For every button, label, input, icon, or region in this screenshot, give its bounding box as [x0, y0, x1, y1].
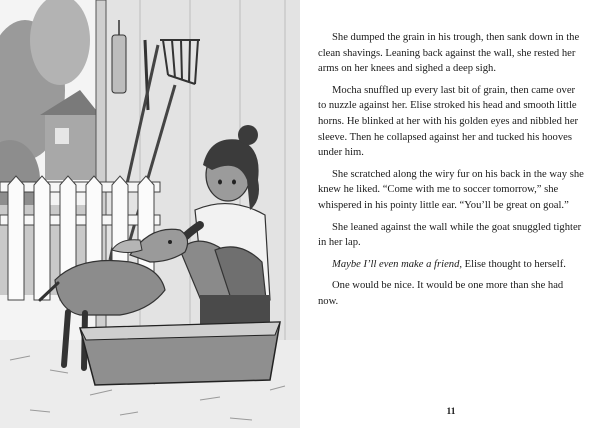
- thought-paragraph: [318, 257, 584, 273]
- paragraph: Mocha snuffled up every last bit of grain, then came over to nuzzle against her. Elise stroked his head and smooth little horns. He blinked at her with his golden eyes and nibbled her sleeve. Then he collapsed against her and tucked his hooves under him.: [318, 84, 579, 159]
- page-number: 11: [446, 407, 456, 417]
- thought-attribution: Elise thought to herself.: [462, 258, 566, 270]
- paragraph: She scratched along the wiry fur on his back in the way she knew he liked. “Come with me to soccer tomorrow,” she whispered in his pointy little ear. “You’ll be great on goal.”: [318, 168, 584, 211]
- paragraph: One would be nice. It would be one more than she had now.: [318, 280, 564, 307]
- paragraph: She dumped the grain in his trough, then sank down in the clean shavings. Leaning back against the wall, she rested her arms on her knees and sighed a deep sigh.: [318, 32, 580, 75]
- italic-thought: Maybe I’ll even make a friend,: [332, 258, 463, 270]
- paragraph: She leaned against the wall while the goat snuggled tighter in her lap.: [318, 221, 582, 249]
- text-page: [318, 20, 584, 420]
